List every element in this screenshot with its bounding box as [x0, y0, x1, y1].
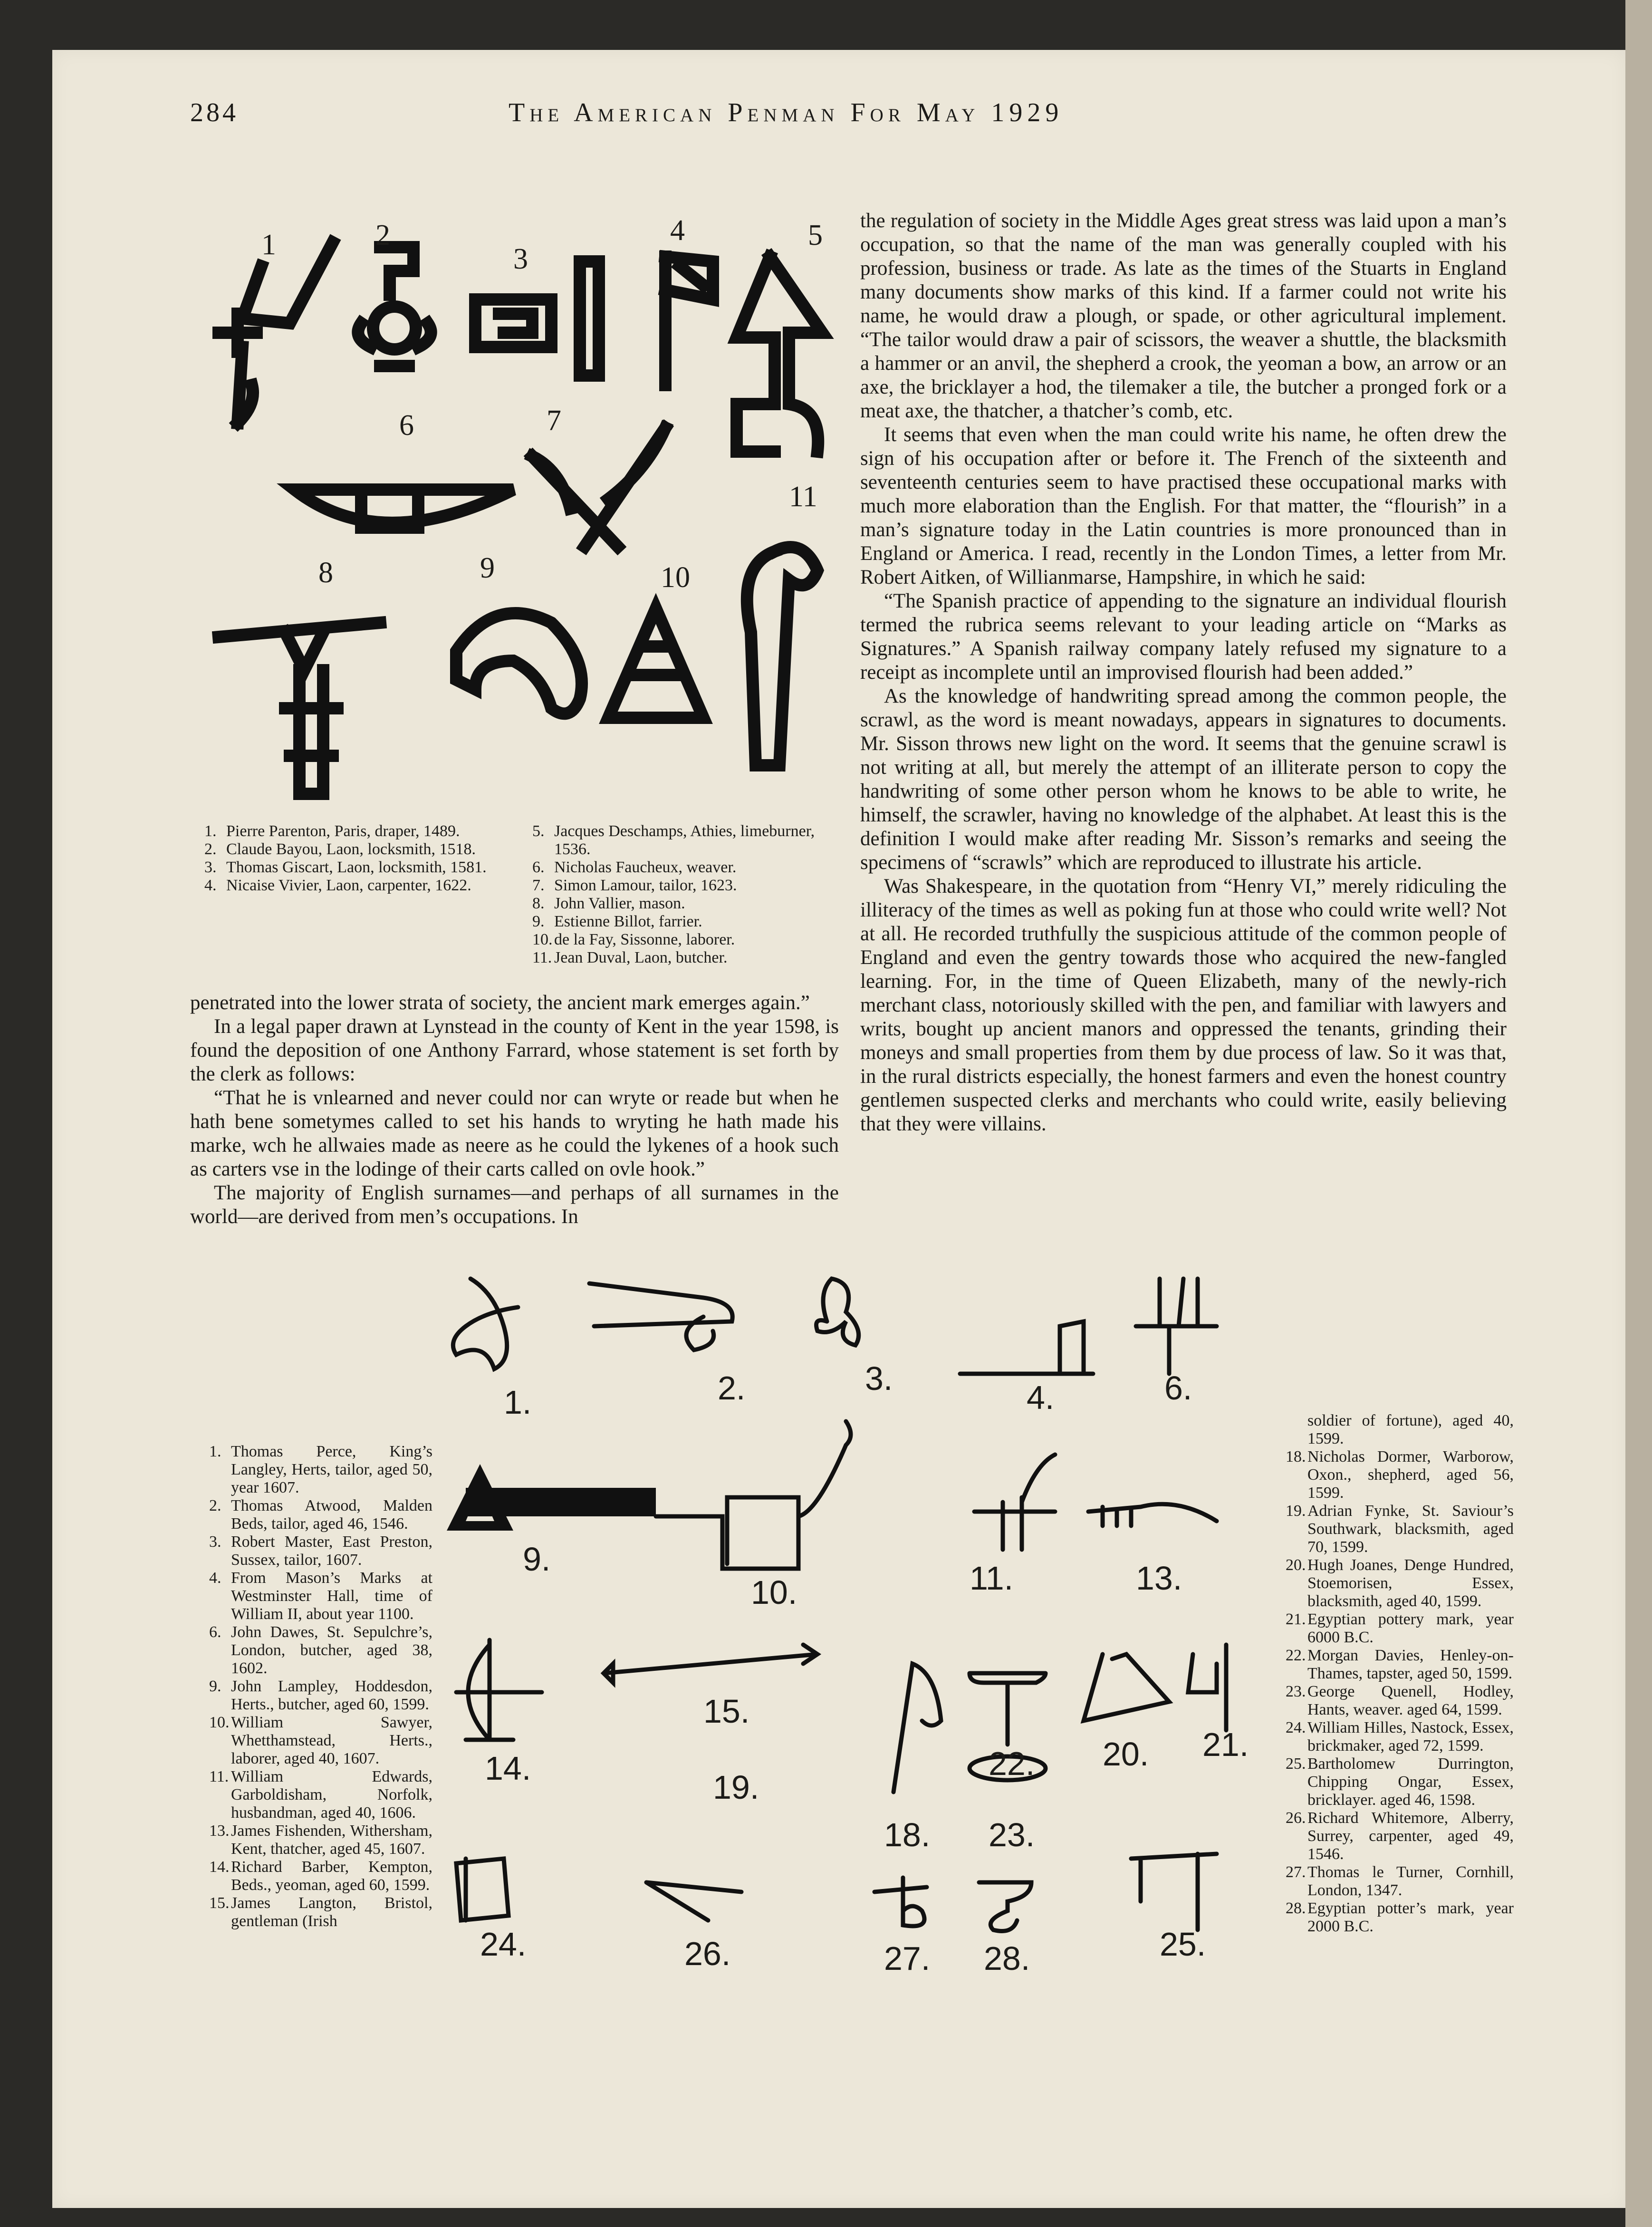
mark2-20-drawing: [1084, 1654, 1169, 1721]
caption-item: 27. Thomas le Turner, Cornhill, London, 1347.: [1286, 1863, 1514, 1899]
figure2-number-18: 18.: [884, 1816, 931, 1853]
figure2-number-21: 21.: [1202, 1726, 1249, 1763]
mark-3-drawing: [475, 299, 551, 347]
figure2-number-4: 4.: [1027, 1379, 1055, 1416]
caption-item: soldier of fortune), aged 40, 1599.: [1307, 1412, 1514, 1447]
mark-5-drawing: [737, 257, 775, 452]
caption-item: 6. Nicholas Faucheux, weaver.: [532, 858, 737, 876]
caption-item: 2. Thomas Atwood, Malden Beds, tailor, aged 46, 1546.: [209, 1497, 432, 1533]
paragraph: “That he is vnlearned and never could nor can wryte or reade but when he hath bene sometymes called to set his hands to wryting he hath made his marke, wch he allwaies made as neere as he could the lykenes of a hook such as carters vse in the lodinge of their carts called on ovle hook.”: [190, 1087, 839, 1180]
figure2-number-1: 1.: [504, 1384, 532, 1421]
mark2-27-drawing: [874, 1878, 927, 1926]
figure1-number-6: 6: [399, 409, 414, 442]
mark2-15-drawing: [604, 1645, 817, 1683]
caption-item: 8. John Vallier, mason.: [532, 895, 685, 912]
caption-item: 28. Egyptian potter’s mark, year 2000 B.C.: [1286, 1899, 1514, 1935]
figure2-number-6: 6.: [1164, 1369, 1192, 1407]
caption-item: 10. William Sawyer, Whetthamstead, Herts., laborer, aged 40, 1607.: [209, 1714, 432, 1767]
figure1-number-8: 8: [318, 557, 333, 589]
page-number: 284: [190, 98, 239, 127]
figure2-captions-left: [209, 1443, 432, 1930]
mark-1-drawing: [242, 242, 333, 323]
mark2-28-drawing: [979, 1882, 1031, 1931]
caption-item: 9. Estienne Billot, farrier.: [532, 913, 702, 930]
caption-item: 11. William Edwards, Garboldisham, Norfolk, husbandman, aged 40, 1606.: [209, 1768, 432, 1822]
mark2-18-drawing: [893, 1664, 941, 1792]
book-spine: [1625, 0, 1652, 2227]
page-header: [190, 97, 1302, 154]
mark-drawings-2: [437, 1264, 1274, 1973]
paragraph: the regulation of society in the Middle Ages great stress was laid upon a man’s occupation, so that the name of the man was generally coupled with his profession, business or trade. As late as the times of the Stuarts in England many documents show marks of this kind. If a farmer could not write his name, he would draw a plough, or spade, or other agricultural implement. “The tailor would draw a pair of scissors, the weaver a shuttle, the blacksmith a hammer or an anvil, the shepherd a crook, the yeoman a bow, an arrow or an axe, the bricklayer a hod, the tilemaker a tile, the butcher a pronged fork or a meat axe, the thatcher, a thatcher’s comb, etc.: [860, 210, 1507, 422]
mark2-22-drawing: [970, 1673, 1046, 1745]
caption-item: 2. Claude Bayou, Laon, locksmith, 1518.: [204, 840, 476, 858]
mark2-3-drawing: [816, 1279, 859, 1345]
figure2-number-20: 20.: [1103, 1735, 1149, 1773]
mark2-25-drawing: [1131, 1854, 1217, 1930]
mark2-10-drawing: [656, 1421, 851, 1569]
figure2-captions-right: [1286, 1412, 1514, 1936]
figure2-number-3: 3.: [865, 1360, 893, 1397]
caption-item: 1. Pierre Parenton, Paris, draper, 1489.: [204, 822, 460, 840]
figure2-number-27: 27.: [884, 1940, 931, 1977]
mark-7-drawing: [532, 428, 665, 547]
mark2-1-drawing: [453, 1279, 518, 1369]
paragraph: In a legal paper drawn at Lynstead in the county of Kent in the year 1598, is found the deposition of one Anthony Farrard, whose statement is set forth by the clerk as follows:: [190, 1015, 839, 1085]
figure2-number-10: 10.: [751, 1574, 797, 1611]
caption-item: 13. James Fishenden, Withersham, Kent, thatcher, aged 45, 1607.: [209, 1822, 432, 1858]
figure1-captions-right: [532, 822, 836, 967]
caption-item: 18. Nicholas Dormer, Warborow, Oxon., shepherd, aged 56, 1599.: [1286, 1448, 1514, 1502]
caption-item: 3. Robert Master, East Preston, Sussex, tailor, 1607.: [209, 1533, 432, 1569]
caption-item: 14. Richard Barber, Kempton, Beds., yeoman, aged 60, 1599.: [209, 1858, 432, 1894]
figure2-number-2: 2.: [718, 1369, 746, 1407]
caption-item: 4. From Mason’s Marks at Westminster Hall, time of William II, about year 1100.: [209, 1569, 432, 1623]
caption-item: 25. Bartholomew Durrington, Chipping Ongar, Essex, bricklayer. aged 46, 1598.: [1286, 1755, 1514, 1809]
figure-french-marks: [190, 204, 855, 822]
mark-2-drawing: [380, 247, 413, 295]
figure2-number-28: 28.: [984, 1940, 1030, 1977]
mark-6-drawing: [295, 490, 513, 523]
figure1-number-11: 11: [789, 481, 817, 513]
figure2-number-19: 19.: [713, 1769, 759, 1806]
caption-item: 19. Adrian Fynke, St. Saviour’s Southwark, blacksmith, aged 70, 1599.: [1286, 1502, 1514, 1556]
mark2-24-drawing: [456, 1859, 509, 1920]
paragraph: The majority of English surnames—and perhaps of all surnames in the world—are derived from men’s occupations. In: [190, 1182, 839, 1228]
figure1-captions-left: [204, 822, 504, 895]
caption-item: 22. Morgan Davies, Henley-on-Thames, tapster, aged 50, 1599.: [1286, 1647, 1514, 1682]
mark2-26-drawing: [646, 1882, 741, 1920]
figure2-number-13: 13.: [1136, 1560, 1182, 1597]
caption-item: 3. Thomas Giscart, Laon, locksmith, 1581.: [204, 858, 487, 876]
mark2-9-drawing: [447, 1464, 656, 1531]
caption-item: 11. Jean Duval, Laon, butcher.: [532, 949, 728, 966]
caption-item: 20. Hugh Joanes, Denge Hundred, Stoemorisen, Essex, blacksmith, aged 40, 1599.: [1286, 1556, 1514, 1610]
mark-8-drawing: [219, 623, 380, 670]
paragraph: penetrated into the lower strata of society, the ancient mark emerges again.”: [190, 992, 810, 1014]
caption-item: 23. George Quenell, Hodley, Hants, weaver. aged 64, 1599.: [1286, 1683, 1514, 1718]
paragraph: As the knowledge of handwriting spread among the common people, the scrawl, as the word is meant nowadays, appears in signatures to documents. Mr. Sisson throws new light on the word. It seems that the genuine scrawl is not writing at all, but merely the attempt of an illiterate person to copy the handwriting of some other person whom he knows to be able to write, he himself, the scrawler, having no knowledge of the alphabet. At least this is the definition I would make after reading Mr. Sisson’s remarks and seeing the specimens of “scrawls” which are reproduced to illustrate his article.: [860, 685, 1507, 874]
mark2-11-drawing: [974, 1455, 1055, 1550]
figure1-number-4: 4: [670, 214, 685, 247]
article-right-column: [860, 209, 1507, 1136]
figure2-number-11: 11.: [970, 1560, 1014, 1597]
caption-item: 21. Egyptian pottery mark, year 6000 B.C.: [1286, 1610, 1514, 1646]
mark-9-drawing: [456, 613, 582, 713]
mark-11-drawing: [747, 547, 817, 765]
figure2-number-25: 25.: [1160, 1926, 1206, 1963]
figure1-number-2: 2: [375, 219, 390, 251]
figure2-number-9: 9.: [523, 1541, 551, 1578]
figure1-number-5: 5: [808, 219, 823, 251]
mark-10-drawing: [608, 608, 703, 718]
figure2-number-24: 24.: [480, 1926, 527, 1963]
caption-item: 5. Jacques Deschamps, Athies, limeburner, 1536.: [532, 822, 815, 858]
figure1-number-1: 1: [261, 229, 276, 261]
caption-item: 10. de la Fay, Sissonne, laborer.: [532, 931, 735, 948]
paragraph: “The Spanish practice of appending to the signature an individual flourish termed the rubrica seems relevant to your leading article on “Marks as Signatures.” A Spanish railway company lately refused my signature to a receipt as incomplete until an improvised flourish had been added.”: [860, 590, 1507, 684]
figure2-number-26: 26.: [684, 1935, 731, 1972]
figure2-number-14: 14.: [485, 1750, 531, 1787]
figure2-number-15: 15.: [703, 1693, 750, 1730]
caption-item: 15. James Langton, Bristol, gentleman (Irish: [209, 1894, 432, 1930]
caption-item: 7. Simon Lamour, tailor, 1623.: [532, 877, 737, 894]
caption-item: 24. William Hilles, Nastock, Essex, brickmaker, aged 72, 1599.: [1286, 1719, 1514, 1755]
paragraph: It seems that even when the man could write his name, he often drew the sign of his occupation after or before it. The French of the sixteenth and seventeenth centuries seem to have practised these occupational marks with much more elaboration than the English. For that matter, the “flourish” in a man’s signature today in the Latin countries is more pronounced than in England or America. I read, recently in the London Times, a letter from Mr. Robert Aitken, of Willianmarse, Hampshire, in which he said:: [860, 424, 1507, 588]
article-left-column: [190, 991, 839, 1229]
figure1-number-7: 7: [547, 405, 561, 437]
mark-drawings: [190, 204, 855, 822]
caption-item: 1. Thomas Perce, King’s Langley, Herts, tailor, aged 50, year 1607.: [209, 1443, 432, 1496]
caption-item: 9. John Lampley, Hoddesdon, Herts., butcher, aged 60, 1599.: [209, 1677, 432, 1713]
mark2-13-drawing: [1088, 1504, 1217, 1526]
figure2-number-22: 22.: [989, 1745, 1035, 1782]
figure1-number-10: 10: [661, 561, 690, 594]
mark2-21-drawing: [1188, 1645, 1226, 1730]
caption-item: 4. Nicaise Vivier, Laon, carpenter, 1622.: [204, 877, 471, 894]
mark2-14-drawing: [456, 1640, 542, 1740]
mark2-6-drawing: [1136, 1279, 1217, 1374]
mark2-2-drawing: [589, 1283, 732, 1350]
caption-item: 6. John Dawes, St. Sepulchre’s, London, butcher, aged 38, 1602.: [209, 1623, 432, 1677]
mark2-4-drawing: [960, 1321, 1093, 1374]
figure-english-marks: [437, 1264, 1274, 1977]
figure2-number-23: 23.: [989, 1816, 1035, 1853]
figure1-number-3: 3: [513, 243, 528, 275]
running-title: The American Penman For May 1929: [509, 98, 1064, 127]
paragraph: Was Shakespeare, in the quotation from “Henry VI,” merely ridiculing the illiteracy of the times as well as poking fun at those who could write well? Not at all. He recorded truthfully the suspicious attitude of the common people of England and even the gentry towards those who acquired the new-fangled learning. For, in the time of Queen Elizabeth, many of the newly-rich merchant class, notoriously skilled with the pen, and familiar with lawyers and writs, bought up ancient manors and oppressed the tenants, grinding their moneys and small properties from them by due process of law. So it was that, in the rural districts especially, the honest farmers and even the honest country gentlemen suspected clerks and merchants who could write, easily believing that they were villains.: [860, 875, 1507, 1135]
figure1-number-9: 9: [480, 552, 495, 584]
caption-item: 26. Richard Whitemore, Alberry, Surrey, carpenter, aged 49, 1546.: [1286, 1809, 1514, 1863]
